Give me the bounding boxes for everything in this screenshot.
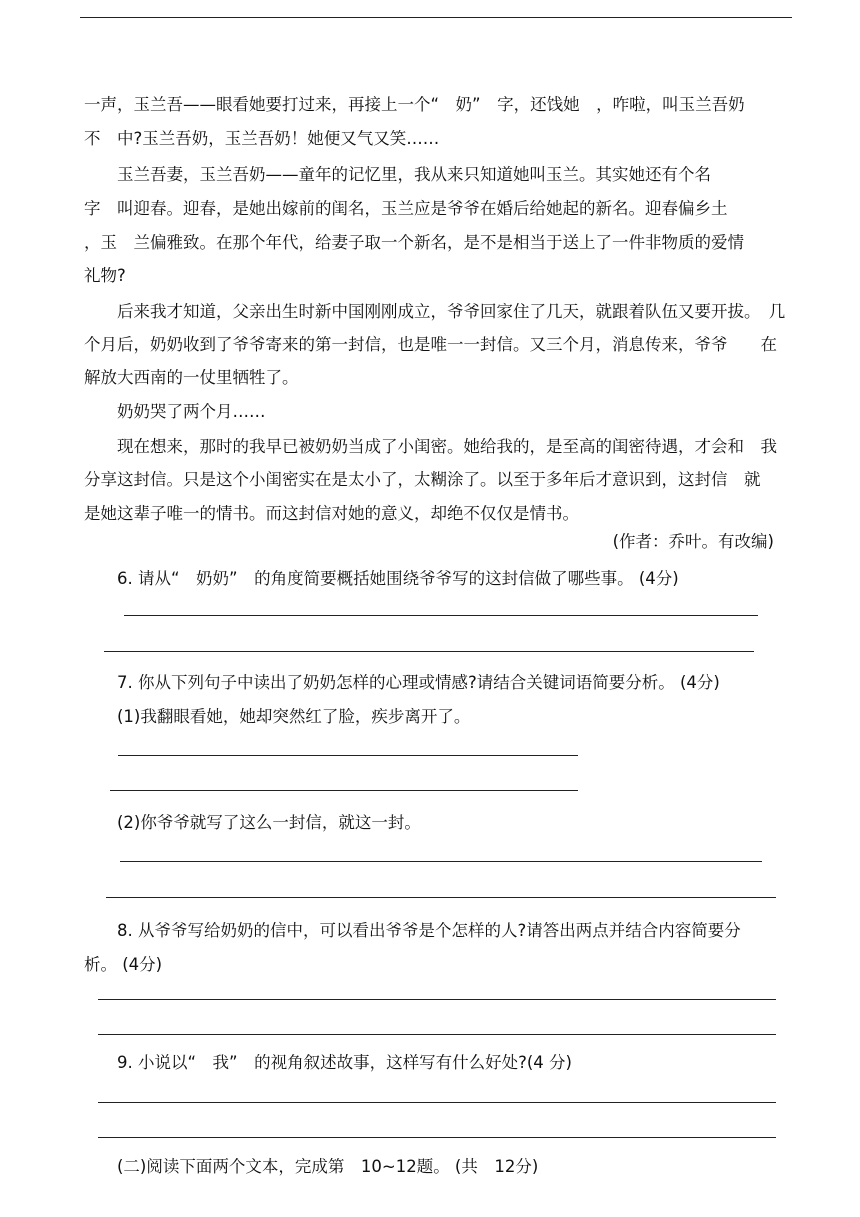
question-6: 6. 请从“ 奶奶” 的角度简要概括她围绕爷爷写的这封信做了哪些事。 (4分) xyxy=(117,569,679,588)
passage-line: 奶奶哭了两个月…… xyxy=(117,402,266,421)
answer-line-q8-1[interactable] xyxy=(98,999,776,1000)
passage-line: 不 中?玉兰吾奶，玉兰吾奶！她便又气又笑…… xyxy=(84,129,440,148)
answer-line-q6-2[interactable] xyxy=(104,651,754,652)
passage-line: 现在想来，那时的我早已被奶奶当成了小闺密。她给我的，是至高的闺密待遇，才会和 我 xyxy=(117,437,777,456)
answer-line-q7-2a[interactable] xyxy=(120,861,762,862)
question-8-cont: 析。 (4分) xyxy=(84,955,163,974)
question-8: 8. 从爷爷写给奶奶的信中，可以看出爷爷是个怎样的人?请答出两点并结合内容简要分 xyxy=(117,921,741,940)
question-7: 7. 你从下列句子中读出了奶奶怎样的心理或情感?请结合关键词语简要分析。 (4分) xyxy=(117,673,720,692)
passage-line: 礼物? xyxy=(84,266,126,285)
passage-line: 个月后，奶奶收到了爷爷寄来的第一封信，也是唯一一封信。又三个月，消息传来，爷爷 在 xyxy=(84,335,777,354)
section-two-heading: (二)阅读下面两个文本，完成第 10~12题。 (共 12分) xyxy=(117,1157,539,1176)
passage-line: 分享这封信。只是这个小闺密实在是太小了，太糊涂了。以至于多年后才意识到，这封信 就 xyxy=(84,470,761,489)
answer-line-q6-1[interactable] xyxy=(124,615,758,616)
passage-line: 一声，玉兰吾——眼看她要打过来，再接上一个“ 奶” 字，还饯她 ，咋啦，叫玉兰吾奶 xyxy=(84,95,745,114)
header-rule xyxy=(80,17,792,18)
answer-line-q7-2b[interactable] xyxy=(106,897,776,898)
answer-line-q8-2[interactable] xyxy=(98,1034,776,1035)
passage-line: 后来我才知道，父亲出生时新中国刚刚成立，爷爷回家住了几天，就跟着队伍又要开拔。 几 xyxy=(117,302,786,321)
question-7-sub-1: (1)我翻眼看她，她却突然红了脸，疾步离开了。 xyxy=(117,707,471,726)
passage-line: 玉兰吾妻，玉兰吾奶——童年的记忆里，我从来只知道她叫玉兰。其实她还有个名 xyxy=(117,165,711,184)
passage-line: 是她这辈子唯一的情书。而这封信对她的意义，却绝不仅仅是情书。 xyxy=(84,504,579,523)
passage-line: 字 叫迎春。迎春，是她出嫁前的闺名，玉兰应是爷爷在婚后给她起的新名。迎春偏乡土 xyxy=(84,199,728,218)
passage-line: ，玉 兰偏雅致。在那个年代，给妻子取一个新名，是不是相当于送上了一件非物质的爱情 xyxy=(84,233,744,252)
passage-line: 解放大西南的一仗里牺牲了。 xyxy=(84,368,299,387)
question-9: 9. 小说以“ 我” 的视角叙述故事，这样写有什么好处?(4 分) xyxy=(117,1053,572,1072)
attribution: (作者：乔叶。有改编) xyxy=(612,532,774,551)
answer-line-q9-2[interactable] xyxy=(98,1137,776,1138)
answer-line-q9-1[interactable] xyxy=(98,1102,776,1103)
answer-line-q7-1b[interactable] xyxy=(110,790,578,791)
question-7-sub-2: (2)你爷爷就写了这么一封信，就这一封。 xyxy=(117,813,421,832)
answer-line-q7-1a[interactable] xyxy=(118,755,578,756)
